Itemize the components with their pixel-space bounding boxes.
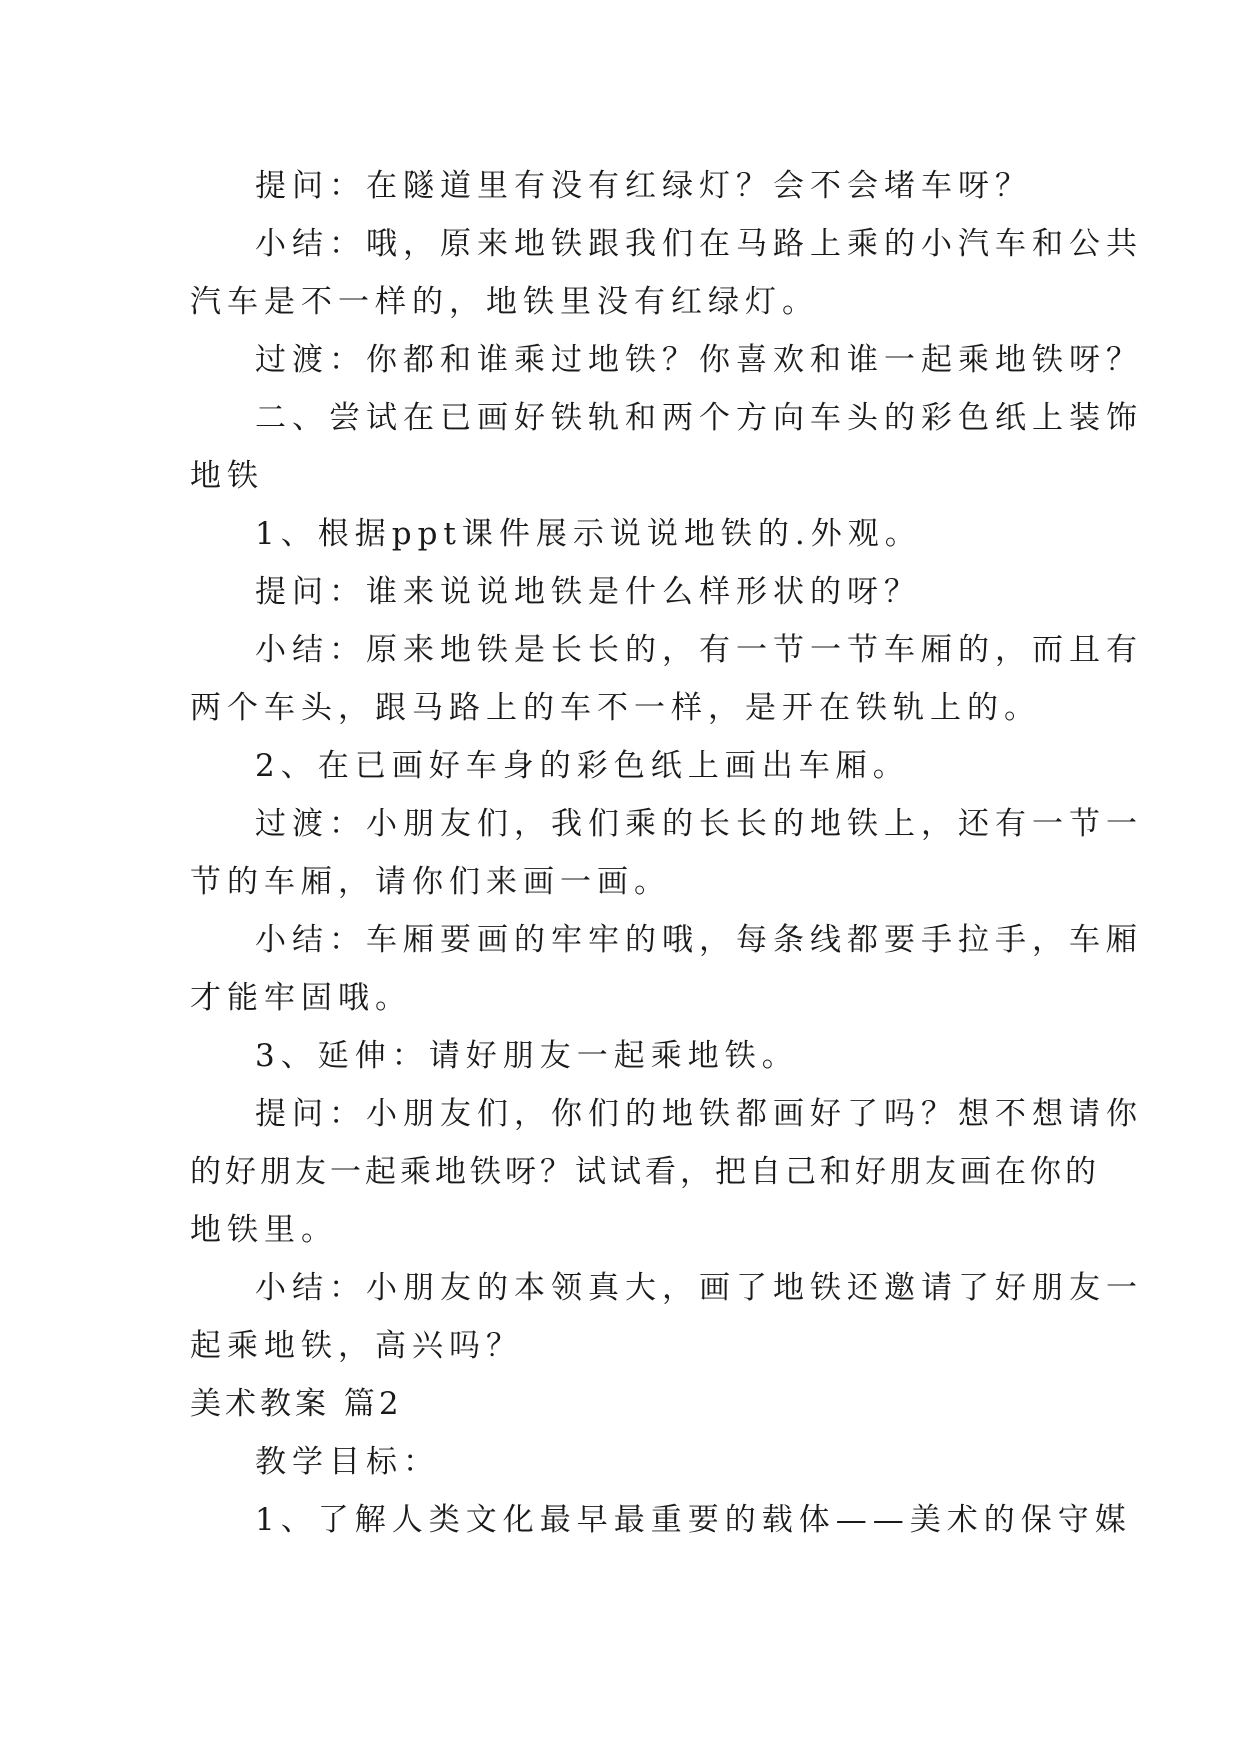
paragraph-line: 才能牢固哦。 [190, 980, 412, 1016]
paragraph-line: 二、尝试在已画好铁轨和两个方向车头的彩色纸上装饰 [255, 400, 1143, 436]
paragraph-line: 小结：原来地铁是长长的，有一节一节车厢的，而且有 [255, 632, 1143, 668]
paragraph-line: 教学目标： [255, 1444, 440, 1480]
paragraph-line: 小结：车厢要画的牢牢的哦，每条线都要手拉手，车厢 [255, 922, 1143, 958]
paragraph-line: 起乘地铁，高兴吗？ [190, 1328, 523, 1364]
paragraph-line: 小结：小朋友的本领真大，画了地铁还邀请了好朋友一 [255, 1270, 1143, 1306]
paragraph-line: 3、延伸：请好朋友一起乘地铁。 [255, 1038, 799, 1074]
paragraph-line: 1、了解人类文化最早最重要的载体——美术的保守媒 [255, 1502, 1132, 1538]
paragraph-line: 提问：在隧道里有没有红绿灯？会不会堵车呀？ [255, 168, 1032, 204]
paragraph-line: 小结：哦，原来地铁跟我们在马路上乘的小汽车和公共 [255, 226, 1143, 262]
paragraph-line: 2、在已画好车身的彩色纸上画出车厢。 [255, 748, 910, 784]
paragraph-line: 地铁里。 [190, 1212, 338, 1248]
paragraph-line: 1、根据ppt课件展示说说地铁的.外观。 [255, 516, 922, 552]
section-heading: 美术教案 篇2 [190, 1386, 403, 1422]
paragraph-line: 过渡：小朋友们，我们乘的长长的地铁上，还有一节一 [255, 806, 1143, 842]
paragraph-line: 提问：谁来说说地铁是什么样形状的呀？ [255, 574, 921, 610]
paragraph-line: 地铁 [190, 458, 264, 494]
paragraph-line: 过渡：你都和谁乘过地铁？你喜欢和谁一起乘地铁呀？ [255, 342, 1143, 378]
paragraph-line: 节的车厢，请你们来画一画。 [190, 864, 671, 900]
paragraph-line: 汽车是不一样的，地铁里没有红绿灯。 [190, 284, 819, 320]
paragraph-line: 提问：小朋友们，你们的地铁都画好了吗？想不想请你 [255, 1096, 1143, 1132]
paragraph-line: 的好朋友一起乘地铁呀？试试看，把自己和好朋友画在你的 [190, 1154, 1100, 1190]
paragraph-line: 两个车头，跟马路上的车不一样，是开在铁轨上的。 [190, 690, 1041, 726]
